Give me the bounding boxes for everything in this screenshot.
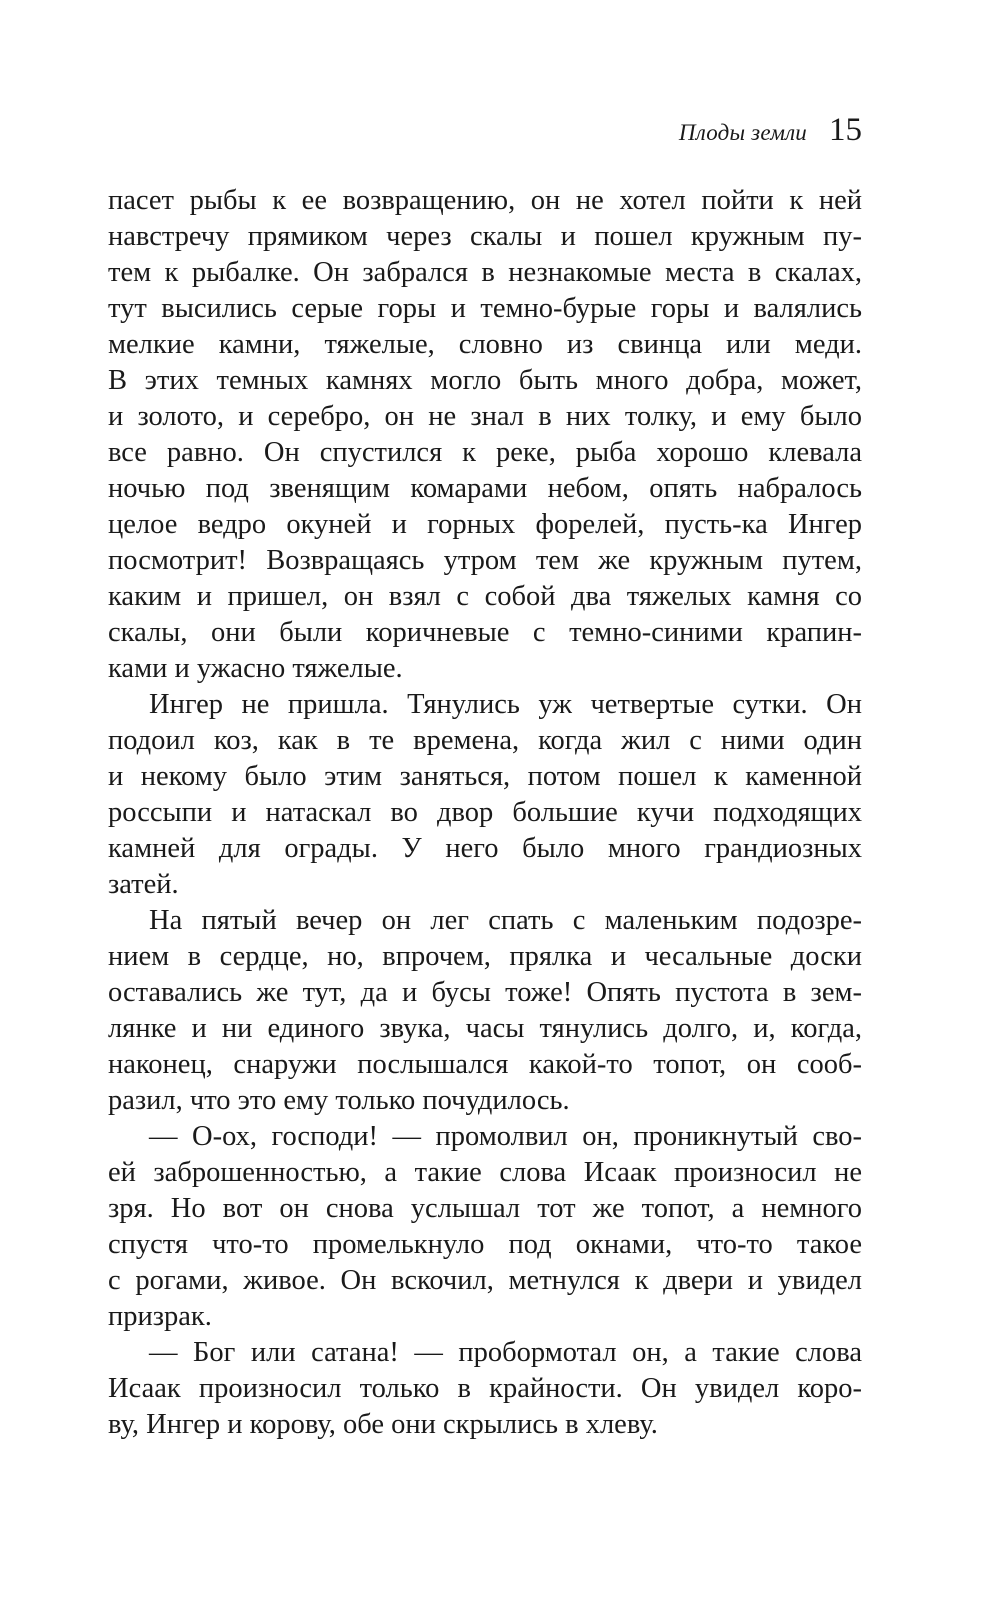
text-line: скалы, они были коричневые с темно-синими крапин- xyxy=(108,617,862,648)
text-line: Исаак произносил только в крайности. Он увидел коро- xyxy=(108,1373,862,1404)
text-line: все равно. Он спустился к реке, рыба хорошо клевала xyxy=(108,437,862,468)
text-line: нием в сердце, но, впрочем, прялка и чесальные доски xyxy=(108,941,862,972)
text-line: лянке и ни единого звука, часы тянулись долго, и, когда, xyxy=(108,1013,862,1044)
text-line: призрак. xyxy=(108,1301,212,1332)
text-line: камней для ограды. У него было много грандиозных xyxy=(108,833,862,864)
text-line: — Бог или сатана! — пробормотал он, а такие слова xyxy=(149,1337,862,1368)
text-line: целое ведро окуней и горных форелей, пусть-ка Ингер xyxy=(108,509,862,540)
text-line: ву, Ингер и корову, обе они скрылись в хлеву. xyxy=(108,1409,658,1440)
text-line: ей заброшенностью, а такие слова Исаак произносил не xyxy=(108,1157,862,1188)
text-line: ночью под звенящим комарами небом, опять набралось xyxy=(108,473,862,504)
text-line: затей. xyxy=(108,869,179,900)
text-line: тем к рыбалке. Он забрался в незнакомые места в скалах, xyxy=(108,257,862,288)
text-line: мелкие камни, тяжелые, словно из свинца или меди. xyxy=(108,329,862,360)
text-line: — О-ох, господи! — промолвил он, проникнутый сво- xyxy=(149,1121,862,1152)
body-text xyxy=(108,183,862,1443)
text-line: каким и пришел, он взял с собой два тяжелых камня со xyxy=(108,581,862,612)
text-line: зря. Но вот он снова услышал тот же топот, а немного xyxy=(108,1193,862,1224)
text-line: На пятый вечер он лег спать с маленьким подозре- xyxy=(149,905,862,936)
text-line: россыпи и натаскал во двор большие кучи подходящих xyxy=(108,797,862,828)
text-line: Ингер не пришла. Тянулись уж четвертые сутки. Он xyxy=(149,689,862,720)
text-line: и золото, и серебро, он не знал в них толку, и ему было xyxy=(108,401,862,432)
text-line: посмотрит! Возвращаясь утром тем же кружным путем, xyxy=(108,545,862,576)
text-line: ками и ужасно тяжелые. xyxy=(108,653,403,684)
text-line: с рогами, живое. Он вскочил, метнулся к двери и увидел xyxy=(108,1265,862,1296)
text-line: разил, что это ему только почудилось. xyxy=(108,1085,570,1116)
page-number: 15 xyxy=(829,112,862,148)
text-line: тут высились серые горы и темно-бурые горы и валялись xyxy=(108,293,862,324)
text-line: и некому было этим заняться, потом пошел к каменной xyxy=(108,761,862,792)
text-line: навстречу прямиком через скалы и пошел кружным пу- xyxy=(108,221,862,252)
running-head xyxy=(679,112,862,149)
text-line: подоил коз, как в те времена, когда жил с ними один xyxy=(108,725,862,756)
text-line: пасет рыбы к ее возвращению, он не хотел пойти к ней xyxy=(108,185,862,216)
running-title: Плоды земли xyxy=(678,120,807,145)
text-line: В этих темных камнях могло быть много добра, может, xyxy=(108,365,862,396)
text-line: спустя что-то промелькнуло под окнами, что-то такое xyxy=(108,1229,862,1260)
text-line: наконец, снаружи послышался какой-то топот, он сооб- xyxy=(108,1049,862,1080)
text-line: оставались же тут, да и бусы тоже! Опять пустота в зем- xyxy=(108,977,862,1008)
